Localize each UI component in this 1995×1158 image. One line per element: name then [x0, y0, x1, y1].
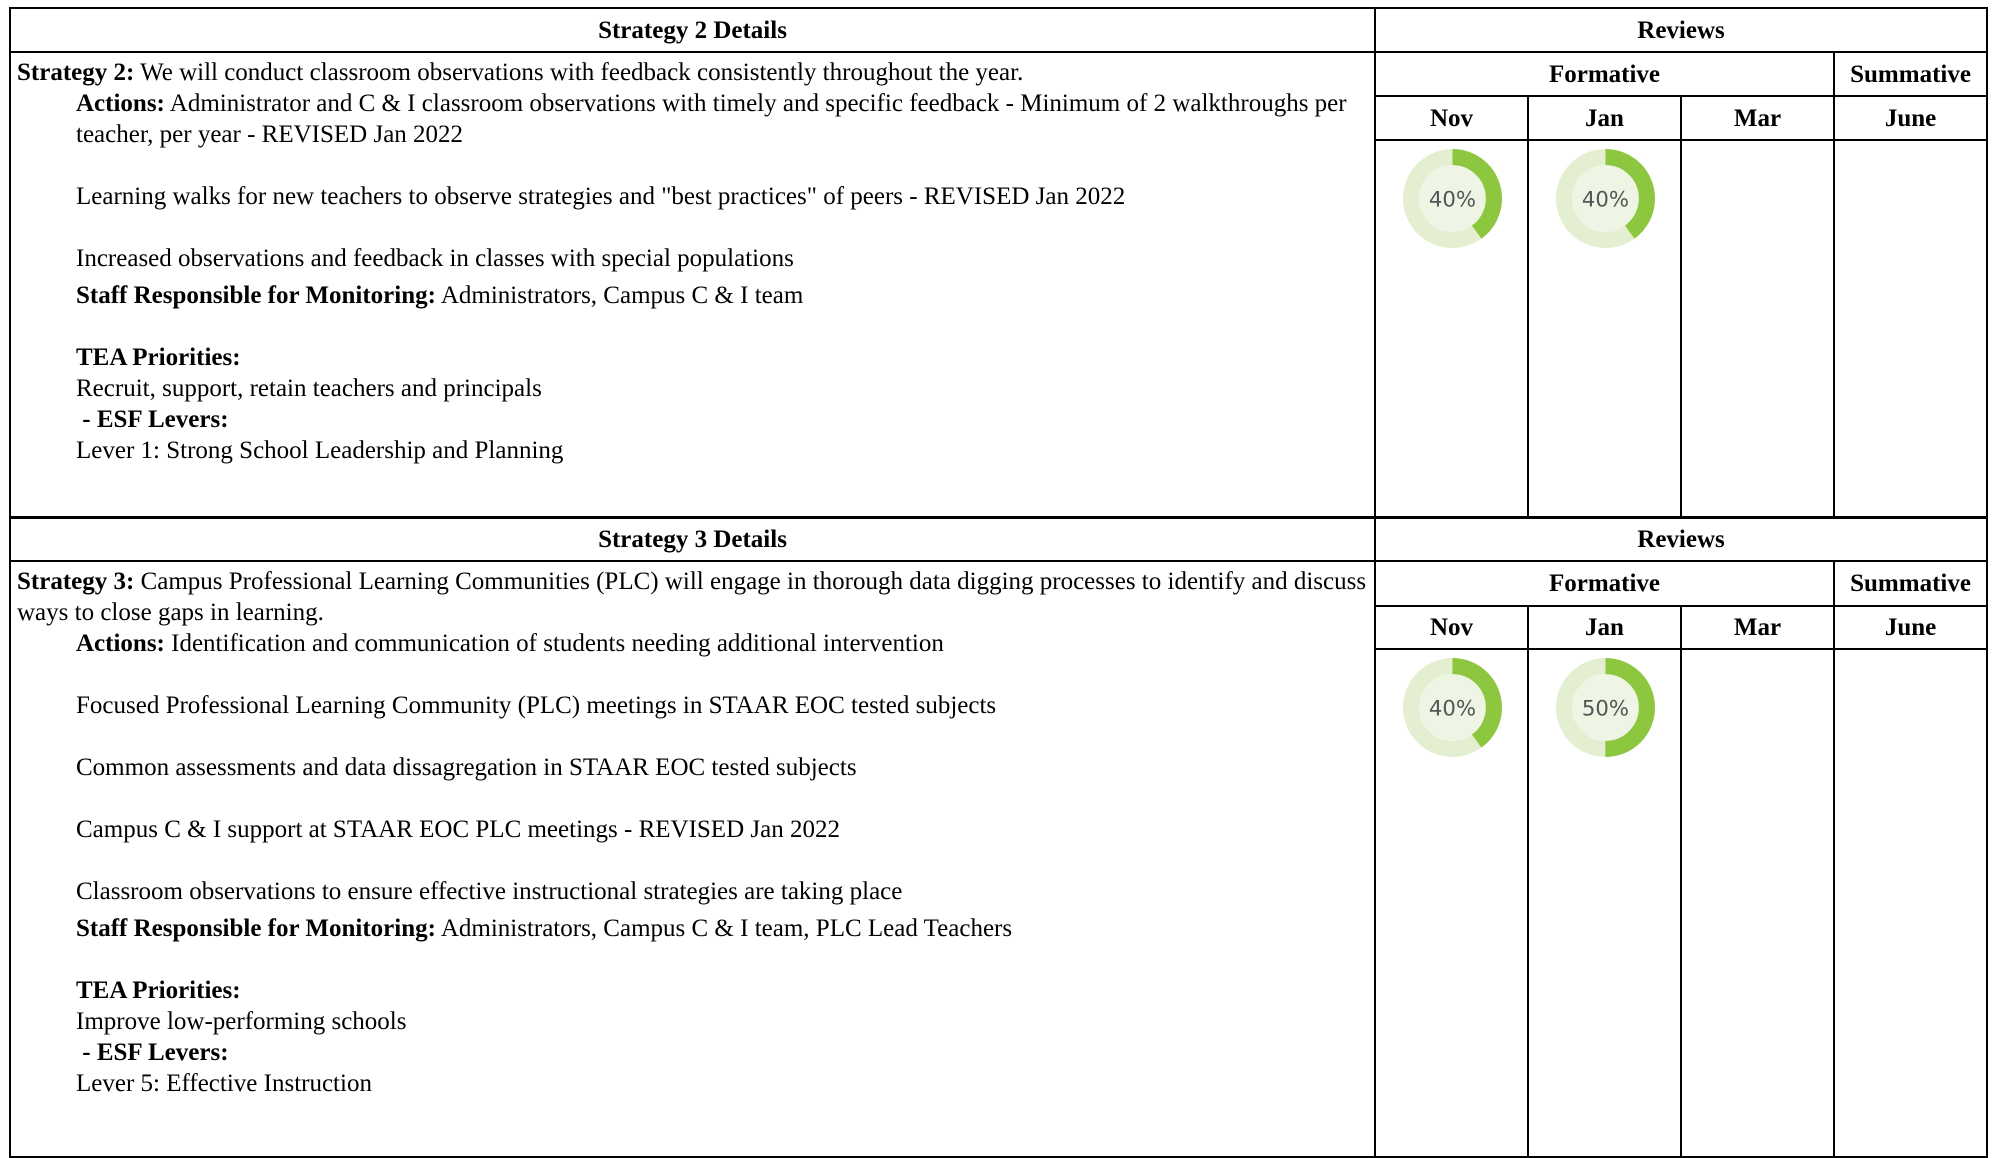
strategy-statement	[17, 566, 1368, 628]
strategy-body	[17, 628, 1368, 1099]
month-header-jan: Jan	[1528, 96, 1681, 139]
staff-responsible	[76, 280, 1368, 311]
progress-label: 50%	[1581, 696, 1630, 722]
action-item: Learning walks for new teachers to observe strategies and "best practices" of peers - REVISED Jan 2022	[76, 183, 1126, 210]
review-cell-nov	[1375, 140, 1528, 518]
strategy-3-table	[9, 516, 1988, 1158]
strategy-2-table	[9, 7, 1988, 519]
formative-header: Formative	[1375, 52, 1834, 96]
action-item: Campus C & I support at STAAR EOC PLC meetings - REVISED Jan 2022	[76, 816, 840, 843]
month-header-june: June	[1834, 96, 1987, 139]
staff-text: Administrators, Campus C & I team, PLC Lead Teachers	[435, 915, 1013, 942]
action-item: Common assessments and data dissagregation in STAAR EOC tested subjects	[76, 754, 857, 781]
month-header-nov: Nov	[1375, 606, 1528, 650]
action-text: Administrator and C & I classroom observations with timely and specific feedback - Minimum of 2 walkthroughs per teacher, per year - REVISED Jan 2022	[76, 90, 1347, 148]
reviews-header: Reviews	[1375, 517, 1987, 561]
strategy-text: We will conduct classroom observations with feedback consistently throughout the year.	[134, 59, 1024, 86]
month-header-mar: Mar	[1681, 606, 1834, 650]
strategy-details	[10, 561, 1375, 1157]
action-text: Identification and communication of students needing additional intervention	[164, 630, 944, 657]
month-header-nov: Nov	[1375, 96, 1528, 139]
tea-priorities-text: Improve low-performing schools	[76, 1008, 407, 1035]
strategy-label: Strategy 2:	[17, 59, 135, 86]
staff-label: Staff Responsible for Monitoring:	[76, 915, 436, 942]
action-item	[76, 88, 1368, 150]
details-header: Strategy 3 Details	[10, 517, 1375, 561]
esf-levers-text: Lever 5: Effective Instruction	[76, 1070, 372, 1097]
month-header-jan: Jan	[1528, 606, 1681, 650]
staff-responsible	[76, 913, 1368, 944]
reviews-header: Reviews	[1375, 8, 1987, 52]
progress-donut	[1555, 148, 1656, 249]
actions-label: Actions:	[76, 90, 165, 117]
strategy-label: Strategy 3:	[17, 568, 135, 595]
strategy-statement	[17, 57, 1368, 88]
progress-label: 40%	[1581, 187, 1630, 213]
action-item: Classroom observations to ensure effective instructional strategies are taking place	[76, 878, 903, 905]
review-cell-mar	[1681, 140, 1834, 518]
summative-header: Summative	[1834, 52, 1987, 96]
progress-donut	[1402, 148, 1503, 249]
action-item	[76, 628, 1368, 659]
actions-label: Actions:	[76, 630, 165, 657]
staff-label: Staff Responsible for Monitoring:	[76, 282, 436, 309]
progress-donut	[1402, 657, 1503, 758]
esf-levers-text: Lever 1: Strong School Leadership and Planning	[76, 437, 564, 464]
action-item: Increased observations and feedback in classes with special populations	[76, 245, 794, 272]
review-cell-jan	[1528, 649, 1681, 1157]
progress-donut	[1555, 657, 1656, 758]
summative-header: Summative	[1834, 561, 1987, 606]
review-cell-jan	[1528, 140, 1681, 518]
esf-levers-label: - ESF Levers:	[76, 406, 229, 433]
review-cell-mar	[1681, 649, 1834, 1157]
month-header-june: June	[1834, 606, 1987, 650]
strategy-text: Campus Professional Learning Communities (PLC) will engage in thorough data digging processes to identify and discuss ways to close gaps in learning.	[17, 568, 1367, 626]
tea-priorities-label: TEA Priorities:	[76, 344, 241, 371]
esf-levers-label: - ESF Levers:	[76, 1039, 229, 1066]
progress-label: 40%	[1428, 696, 1477, 722]
staff-text: Administrators, Campus C & I team	[435, 282, 804, 309]
action-item: Focused Professional Learning Community (PLC) meetings in STAAR EOC tested subjects	[76, 692, 997, 719]
review-cell-nov	[1375, 649, 1528, 1157]
strategy-body	[17, 88, 1368, 466]
tea-priorities-label: TEA Priorities:	[76, 977, 241, 1004]
review-cell-june	[1834, 649, 1987, 1157]
progress-label: 40%	[1428, 187, 1477, 213]
formative-header: Formative	[1375, 561, 1834, 606]
details-header: Strategy 2 Details	[10, 8, 1375, 52]
tea-priorities-text: Recruit, support, retain teachers and principals	[76, 375, 542, 402]
review-cell-june	[1834, 140, 1987, 518]
month-header-mar: Mar	[1681, 96, 1834, 139]
strategy-details	[10, 52, 1375, 518]
